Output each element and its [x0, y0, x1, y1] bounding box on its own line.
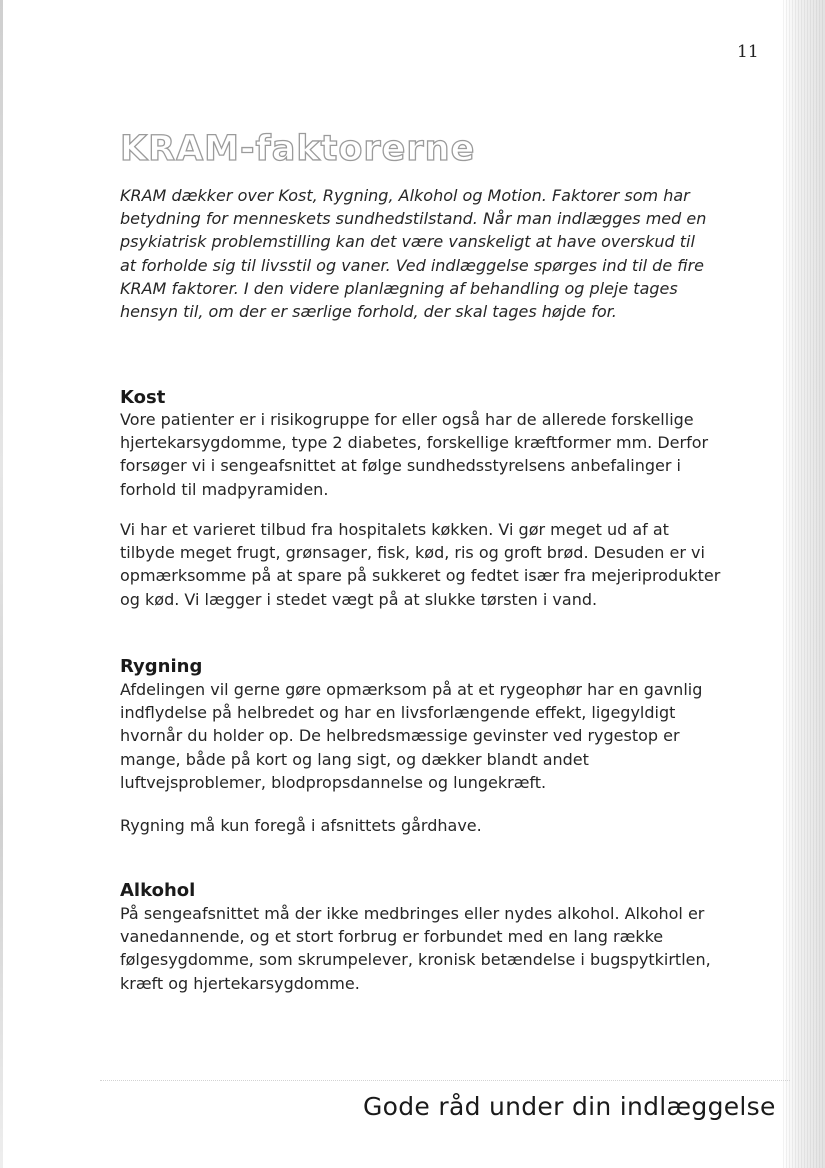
- footer-title: Gode råd under din indlæggelse: [363, 1092, 776, 1121]
- kost-paragraph-2: Vi har et varieret tilbud fra hospitalets køkken. Vi gør meget ud af at tilbyde meget frugt, grønsager, fisk, kød, ris og groft brød. Desuden er vi opmærksomme på at spare på sukkeret og fedtet især fra mejeriprodukter og kød. Vi lægger i stedet vægt på at slukke tørsten i vand.: [120, 520, 721, 609]
- page-title: KRAM-faktorerne: [120, 129, 476, 169]
- rygning-paragraph-1: Afdelingen vil gerne gøre opmærksom på at et rygeophør har en gavnlig indflydelse på helbredet og har en livsforlængende effekt, ligegyldigt hvornår du holder op. De helbredsmæssige gevinster ved rygestop er mange, både på kort og lang sigt, og dækker blandt andet luftvejsproblemer, blodpropsdannelse og lungekræft.: [120, 680, 703, 792]
- page-number: 11: [737, 42, 759, 62]
- scan-edge-right: [783, 0, 825, 1168]
- scan-edge-left: [0, 0, 3, 1168]
- rygning-paragraph-2: Rygning må kun foregå i afsnittets gårdhave.: [120, 816, 482, 835]
- alkohol-paragraph-1: På sengeafsnittet må der ikke medbringes eller nydes alkohol. Alkohol er vanedannende, og et stort forbrug er forbundet med en lang række følgesygdomme, som skrumpelever, kronisk betændelse i bugspytkirtlen, kræft og hjertekarsygdomme.: [120, 904, 711, 993]
- kost-paragraph-1: Vore patienter er i risikogruppe for eller også har de allerede forskellige hjertekarsygdomme, type 2 diabetes, forskellige kræftformer mm. Derfor forsøger vi i sengeafsnittet at følge sundhedsstyrelsens anbefalinger i forhold til madpyramiden.: [120, 410, 709, 499]
- footer-divider: [100, 1080, 790, 1081]
- alkohol-heading: Alkohol: [120, 880, 196, 901]
- intro-paragraph: KRAM dækker over Kost, Rygning, Alkohol og Motion. Faktorer som har betydning for menneskets sundhedstilstand. Når man indlægges med en psykiatrisk problemstilling kan det være vanskeligt at have overskud til at forholde sig til livsstil og vaner. Ved indlæggelse spørges ind til de fire KRAM faktorer. I den videre planlægning af behandling og pleje tages hensyn til, om der er særlige forhold, der skal tages højde for.: [120, 186, 707, 322]
- kost-heading: Kost: [120, 387, 166, 408]
- rygning-heading: Rygning: [120, 656, 203, 677]
